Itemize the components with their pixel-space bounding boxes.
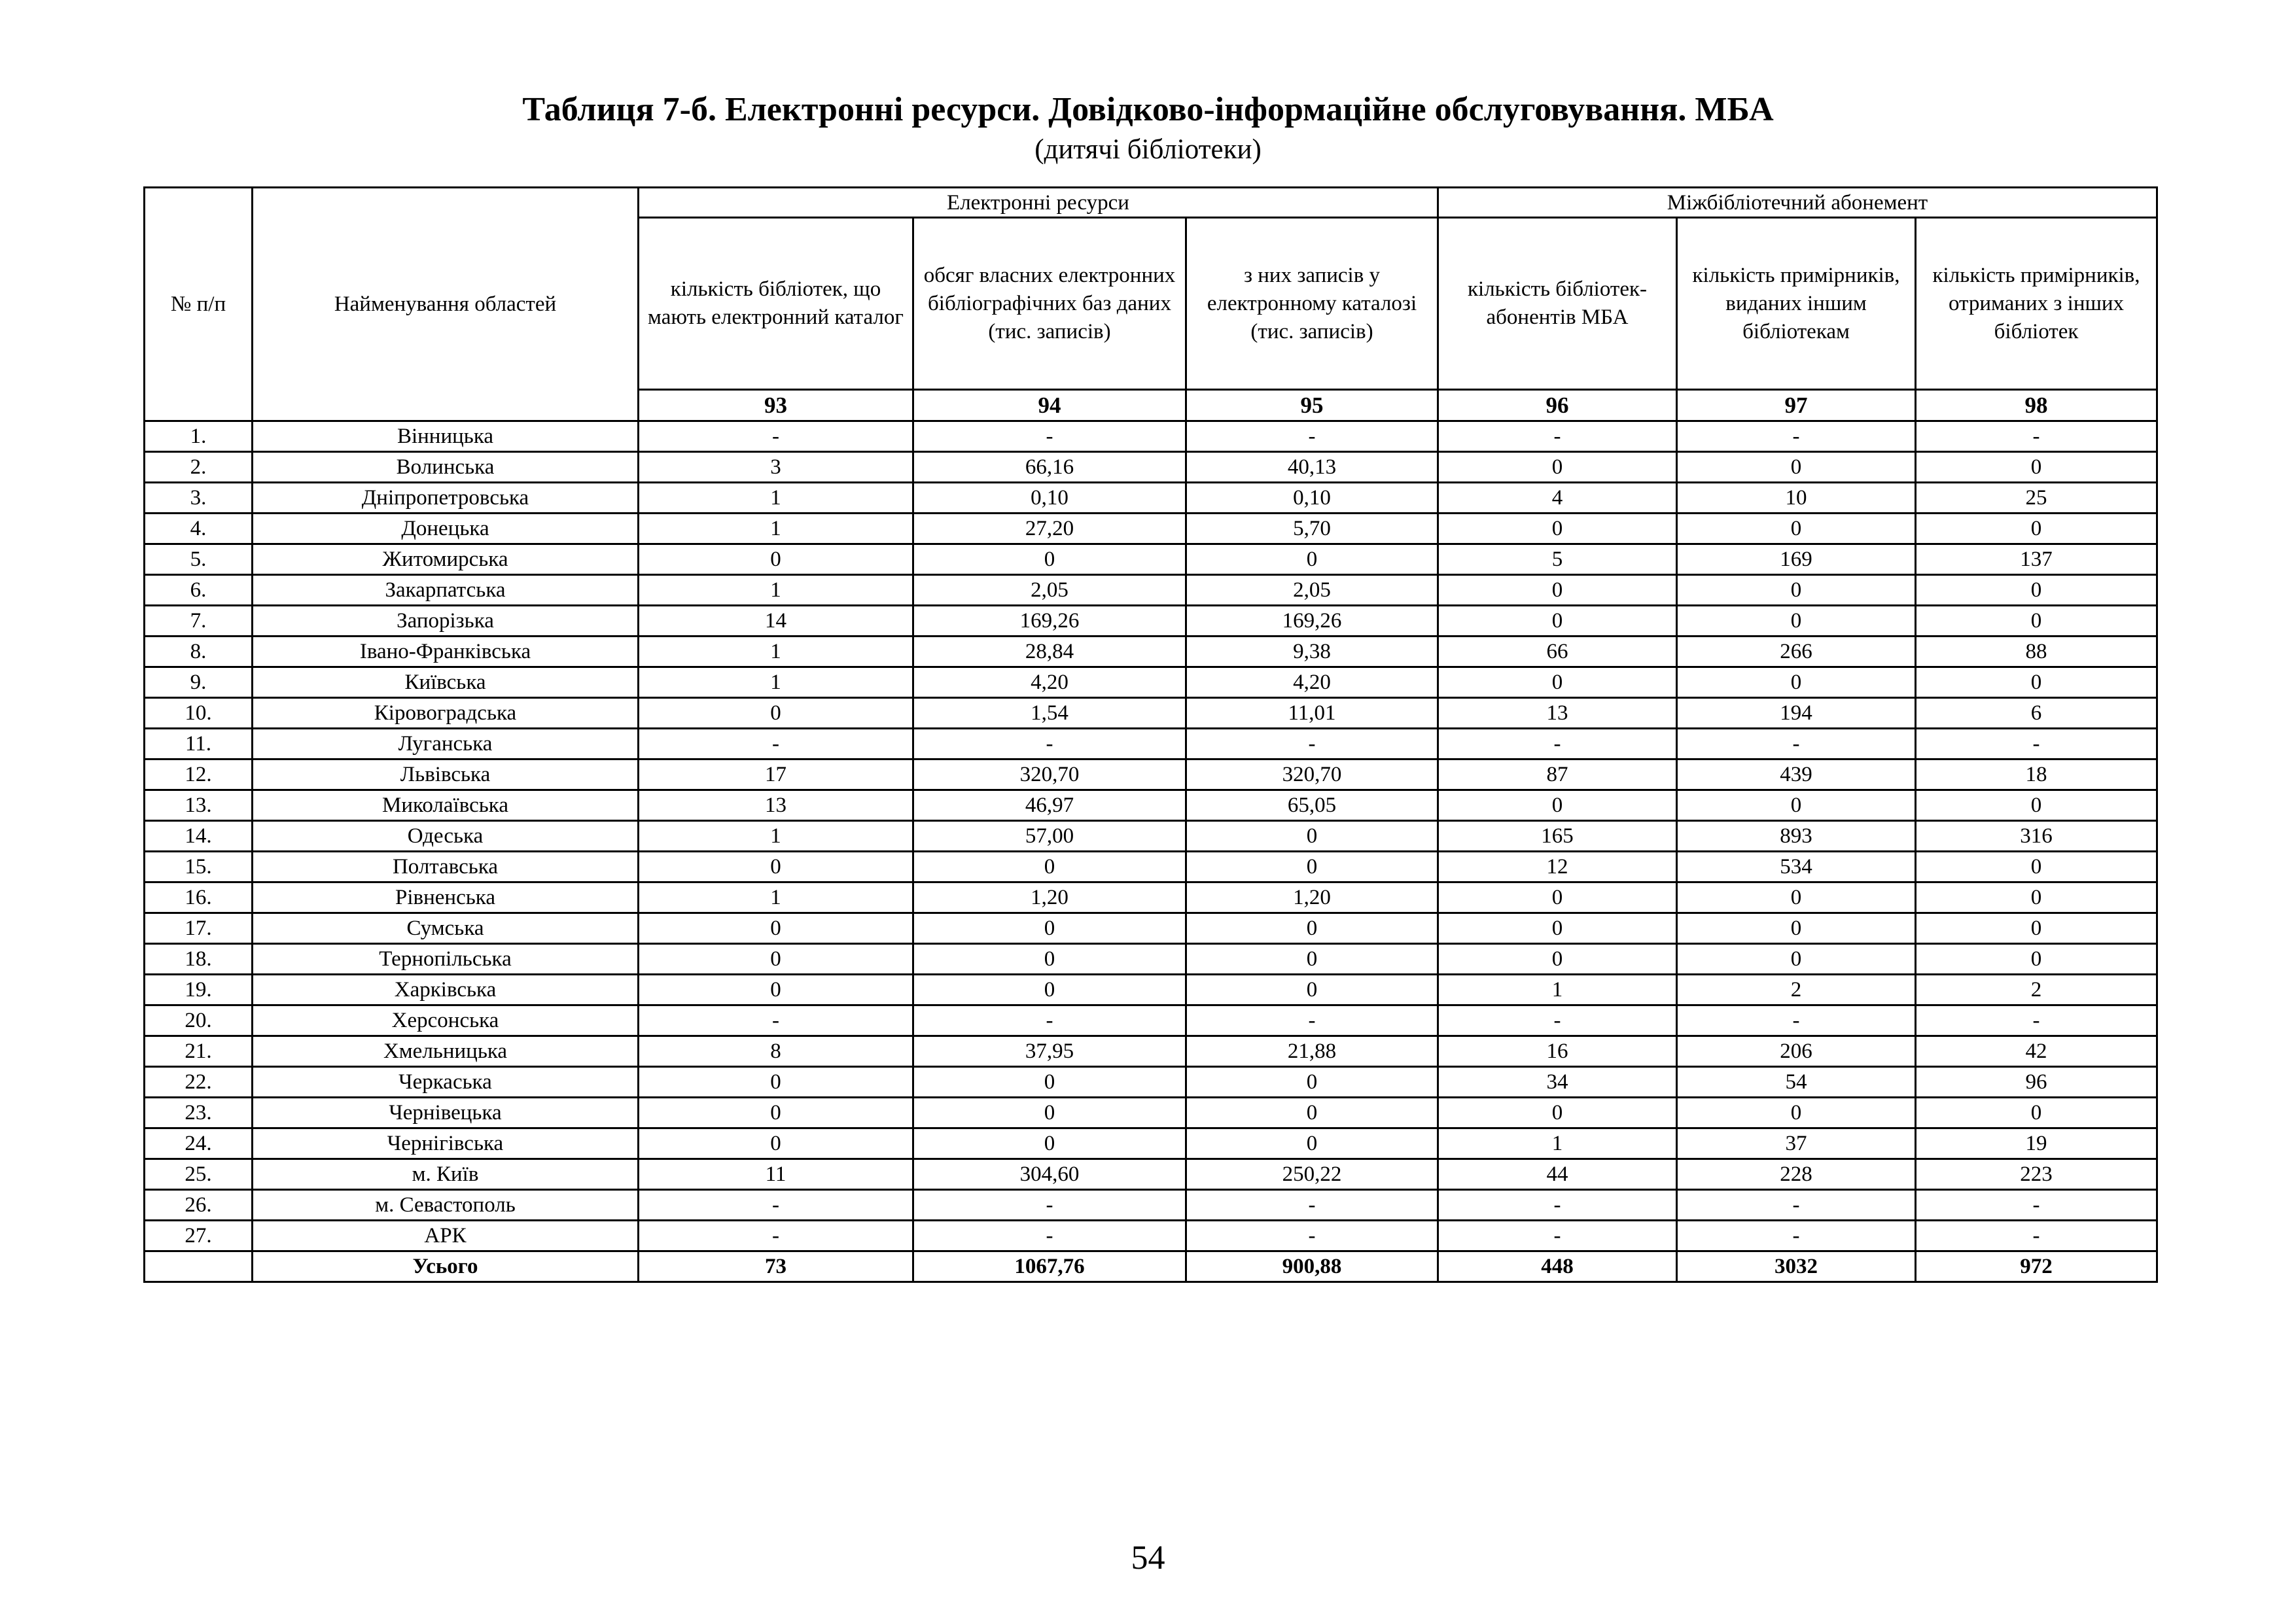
value-cell: 0 [1677,606,1916,637]
value-cell: 5 [1438,544,1677,575]
value-cell: 223 [1916,1159,2157,1190]
value-cell: 0 [639,1128,913,1159]
row-index: 13. [145,790,253,821]
row-index: 19. [145,975,253,1005]
value-cell: 44 [1438,1159,1677,1190]
value-cell: 137 [1916,544,2157,575]
region-name: Херсонська [253,1005,639,1036]
value-cell: - [913,1005,1186,1036]
value-cell: 13 [1438,698,1677,729]
row-index: 11. [145,729,253,759]
value-cell: 57,00 [913,821,1186,852]
region-name: Тернопільська [253,944,639,975]
value-cell: 266 [1677,637,1916,667]
table-row [145,1190,2157,1221]
value-cell: - [1677,1190,1916,1221]
table-row [145,1098,2157,1128]
value-cell: 37,95 [913,1036,1186,1067]
region-name: Дніпропетровська [253,483,639,514]
value-cell: 0 [1677,913,1916,944]
row-index: 1. [145,421,253,452]
value-cell: 8 [639,1036,913,1067]
table-row [145,514,2157,544]
table-row [145,759,2157,790]
header-num: № п/п [145,188,253,421]
value-cell: 0 [1916,852,2157,882]
value-cell: 40,13 [1186,452,1438,483]
value-cell: - [1438,421,1677,452]
value-cell: 1 [639,514,913,544]
value-cell: 87 [1438,759,1677,790]
region-name: Хмельницька [253,1036,639,1067]
value-cell: 0 [913,1098,1186,1128]
value-cell: 1,54 [913,698,1186,729]
value-cell: 1 [639,821,913,852]
value-cell: 66,16 [913,452,1186,483]
value-cell: 66 [1438,637,1677,667]
value-cell: 12 [1438,852,1677,882]
row-index: 21. [145,1036,253,1067]
value-cell: 0 [639,852,913,882]
row-index: 3. [145,483,253,514]
value-cell: 316 [1916,821,2157,852]
row-index: 24. [145,1128,253,1159]
value-cell: - [913,1221,1186,1251]
value-cell: 0,10 [1186,483,1438,514]
value-cell: - [639,1221,913,1251]
value-cell: 0 [1677,882,1916,913]
value-cell: 0 [639,1098,913,1128]
region-name: Чернівецька [253,1098,639,1128]
value-cell: - [1438,1005,1677,1036]
value-cell: 0 [1677,1098,1916,1128]
value-cell: 9,38 [1186,637,1438,667]
value-cell: - [913,1190,1186,1221]
value-cell: 0,10 [913,483,1186,514]
table-row-total [145,1251,2157,1282]
region-name: Рівненська [253,882,639,913]
value-cell: 0 [1438,667,1677,698]
value-cell: 5,70 [1186,514,1438,544]
table-row [145,698,2157,729]
region-name: Усього [253,1251,639,1282]
row-index: 14. [145,821,253,852]
value-cell: 0 [913,852,1186,882]
row-index: 7. [145,606,253,637]
value-cell: 0 [1916,882,2157,913]
row-index: 20. [145,1005,253,1036]
region-name: Миколаївська [253,790,639,821]
row-index: 8. [145,637,253,667]
value-cell: 0 [1438,575,1677,606]
region-name: Житомирська [253,544,639,575]
value-cell: 0 [913,544,1186,575]
value-cell: 0 [1438,913,1677,944]
value-cell: 0 [1916,452,2157,483]
value-cell: - [1186,1005,1438,1036]
table-row [145,975,2157,1005]
value-cell: - [1677,1221,1916,1251]
value-cell: 0 [913,1067,1186,1098]
value-cell: 0 [1916,514,2157,544]
value-cell: 10 [1677,483,1916,514]
row-index: 22. [145,1067,253,1098]
value-cell: - [1916,1190,2157,1221]
value-cell: 893 [1677,821,1916,852]
region-name: Київська [253,667,639,698]
region-name: м. Київ [253,1159,639,1190]
table-row [145,882,2157,913]
value-cell: 169,26 [913,606,1186,637]
value-cell: 0 [1916,606,2157,637]
value-cell: 1,20 [913,882,1186,913]
column-number: 98 [1916,390,2157,421]
value-cell: 1 [1438,975,1677,1005]
header-col-93: кількість бібліотек, що мають електронний каталог [639,218,913,390]
row-index: 5. [145,544,253,575]
value-cell: - [1916,729,2157,759]
value-cell: 88 [1916,637,2157,667]
table-row [145,1067,2157,1098]
value-cell: 0 [639,913,913,944]
value-cell: - [1186,421,1438,452]
header-col-96: кількість бібліотек-абонентів МБА [1438,218,1677,390]
value-cell: 0 [1916,790,2157,821]
row-index: 27. [145,1221,253,1251]
value-cell: 0 [1438,606,1677,637]
value-cell: 0 [1186,1067,1438,1098]
region-name: Запорізька [253,606,639,637]
value-cell: 42 [1916,1036,2157,1067]
value-cell: - [913,729,1186,759]
table-row [145,606,2157,637]
value-cell: - [639,729,913,759]
value-cell: - [639,421,913,452]
value-cell: 54 [1677,1067,1916,1098]
value-cell: 0 [639,544,913,575]
row-index: 2. [145,452,253,483]
value-cell: 0 [1438,514,1677,544]
value-cell: - [1438,1190,1677,1221]
page-title: Таблиця 7-б. Електронні ресурси. Довідково-інформаційне обслуговування. МБА [522,91,1774,128]
table-row [145,913,2157,944]
value-cell: 169 [1677,544,1916,575]
value-cell: 0 [1438,944,1677,975]
region-name: Одеська [253,821,639,852]
value-cell: 0 [1186,1098,1438,1128]
value-cell: 0 [1438,882,1677,913]
header-col-97: кількість примірників, виданих іншим бібліотекам [1677,218,1916,390]
value-cell: 0 [1438,452,1677,483]
region-name: АРК [253,1221,639,1251]
row-index: 10. [145,698,253,729]
value-cell: 0 [1677,790,1916,821]
value-cell: 320,70 [913,759,1186,790]
table-row [145,1128,2157,1159]
value-cell: 37 [1677,1128,1916,1159]
region-name: м. Севастополь [253,1190,639,1221]
value-cell: 1 [1438,1128,1677,1159]
value-cell: 4,20 [913,667,1186,698]
value-cell: 0 [913,913,1186,944]
value-cell: 1,20 [1186,882,1438,913]
header-region-name: Найменування областей [253,188,639,421]
value-cell: - [1677,729,1916,759]
value-cell: 0 [1677,667,1916,698]
row-index: 4. [145,514,253,544]
value-cell: 0 [1186,944,1438,975]
region-name: Вінницька [253,421,639,452]
value-cell: 0 [913,975,1186,1005]
value-cell: 2,05 [1186,575,1438,606]
row-index: 16. [145,882,253,913]
value-cell: 0 [639,944,913,975]
value-cell: 13 [639,790,913,821]
region-name: Закарпатська [253,575,639,606]
value-cell: 0 [1186,1128,1438,1159]
table-body [145,421,2157,1282]
table-row [145,452,2157,483]
value-cell: - [1916,421,2157,452]
value-cell: 1 [639,667,913,698]
value-cell: 11,01 [1186,698,1438,729]
value-cell: 0 [639,698,913,729]
value-cell: - [1677,421,1916,452]
value-cell: 1067,76 [913,1251,1186,1282]
value-cell: 439 [1677,759,1916,790]
value-cell: 304,60 [913,1159,1186,1190]
value-cell: 0 [913,1128,1186,1159]
row-index [145,1251,253,1282]
table-row [145,421,2157,452]
value-cell: - [639,1190,913,1221]
page-number: 54 [1131,1539,1165,1577]
header-group-electronic: Електронні ресурси [639,188,1438,218]
row-index: 6. [145,575,253,606]
page-subtitle: (дитячі бібліотеки) [1034,134,1262,165]
column-number: 96 [1438,390,1677,421]
region-name: Харківська [253,975,639,1005]
statistics-table [143,186,2158,1283]
region-name: Львівська [253,759,639,790]
value-cell: 0 [1186,913,1438,944]
row-index: 17. [145,913,253,944]
value-cell: 206 [1677,1036,1916,1067]
value-cell: - [1186,1221,1438,1251]
value-cell: 28,84 [913,637,1186,667]
value-cell: 2,05 [913,575,1186,606]
value-cell: 4 [1438,483,1677,514]
region-name: Волинська [253,452,639,483]
table-row [145,575,2157,606]
value-cell: - [1916,1221,2157,1251]
value-cell: 194 [1677,698,1916,729]
row-index: 25. [145,1159,253,1190]
value-cell: 73 [639,1251,913,1282]
value-cell: 27,20 [913,514,1186,544]
value-cell: 18 [1916,759,2157,790]
column-number: 97 [1677,390,1916,421]
value-cell: 1 [639,483,913,514]
row-index: 18. [145,944,253,975]
value-cell: 3 [639,452,913,483]
value-cell: 0 [1916,575,2157,606]
value-cell: 169,26 [1186,606,1438,637]
column-number: 94 [913,390,1186,421]
value-cell: - [913,421,1186,452]
value-cell: 19 [1916,1128,2157,1159]
value-cell: 0 [1186,544,1438,575]
value-cell: 34 [1438,1067,1677,1098]
value-cell: - [639,1005,913,1036]
table-row [145,821,2157,852]
table-row [145,544,2157,575]
value-cell: 1 [639,637,913,667]
value-cell: 0 [913,944,1186,975]
region-name: Кіровоградська [253,698,639,729]
value-cell: - [1438,729,1677,759]
value-cell: 6 [1916,698,2157,729]
table-row [145,1159,2157,1190]
value-cell: - [1438,1221,1677,1251]
value-cell: 4,20 [1186,667,1438,698]
value-cell: - [1186,729,1438,759]
value-cell: 165 [1438,821,1677,852]
value-cell: 0 [1186,852,1438,882]
value-cell: 0 [1186,821,1438,852]
row-index: 12. [145,759,253,790]
table-row [145,790,2157,821]
value-cell: 21,88 [1186,1036,1438,1067]
header-group-mba: Міжбібліотечний абонемент [1438,188,2157,218]
value-cell: 0 [1677,452,1916,483]
table-row [145,637,2157,667]
value-cell: 0 [1438,790,1677,821]
table-row [145,729,2157,759]
row-index: 9. [145,667,253,698]
table-row [145,667,2157,698]
row-index: 15. [145,852,253,882]
value-cell: 0 [1186,975,1438,1005]
value-cell: - [1916,1005,2157,1036]
value-cell: 0 [639,975,913,1005]
row-index: 26. [145,1190,253,1221]
column-number: 93 [639,390,913,421]
value-cell: 0 [1677,514,1916,544]
value-cell: 3032 [1677,1251,1916,1282]
region-name: Луганська [253,729,639,759]
value-cell: 2 [1677,975,1916,1005]
value-cell: 1 [639,575,913,606]
value-cell: 0 [1916,667,2157,698]
value-cell: - [1186,1190,1438,1221]
value-cell: 0 [1916,913,2157,944]
table-row [145,1221,2157,1251]
row-index: 23. [145,1098,253,1128]
value-cell: 0 [1677,575,1916,606]
value-cell: 46,97 [913,790,1186,821]
value-cell: 2 [1916,975,2157,1005]
value-cell: 228 [1677,1159,1916,1190]
value-cell: 0 [639,1067,913,1098]
value-cell: 900,88 [1186,1251,1438,1282]
table-row [145,944,2157,975]
value-cell: 448 [1438,1251,1677,1282]
region-name: Івано-Франківська [253,637,639,667]
value-cell: 25 [1916,483,2157,514]
column-number: 95 [1186,390,1438,421]
region-name: Сумська [253,913,639,944]
value-cell: 0 [1916,1098,2157,1128]
table-row [145,1036,2157,1067]
table-row [145,852,2157,882]
value-cell: 250,22 [1186,1159,1438,1190]
value-cell: 972 [1916,1251,2157,1282]
value-cell: - [1677,1005,1916,1036]
region-name: Чернігівська [253,1128,639,1159]
value-cell: 11 [639,1159,913,1190]
value-cell: 96 [1916,1067,2157,1098]
value-cell: 320,70 [1186,759,1438,790]
value-cell: 65,05 [1186,790,1438,821]
table-row [145,483,2157,514]
header-col-98: кількість примірників, отриманих з інших бібліотек [1916,218,2157,390]
value-cell: 17 [639,759,913,790]
header-col-95: з них записів у електронному каталозі (тис. записів) [1186,218,1438,390]
value-cell: 0 [1677,944,1916,975]
table-row [145,1005,2157,1036]
value-cell: 0 [1438,1098,1677,1128]
value-cell: 0 [1916,944,2157,975]
header-col-94: обсяг власних електронних бібліографічних баз даних (тис. записів) [913,218,1186,390]
value-cell: 14 [639,606,913,637]
region-name: Черкаська [253,1067,639,1098]
value-cell: 16 [1438,1036,1677,1067]
region-name: Полтавська [253,852,639,882]
value-cell: 1 [639,882,913,913]
value-cell: 534 [1677,852,1916,882]
region-name: Донецька [253,514,639,544]
